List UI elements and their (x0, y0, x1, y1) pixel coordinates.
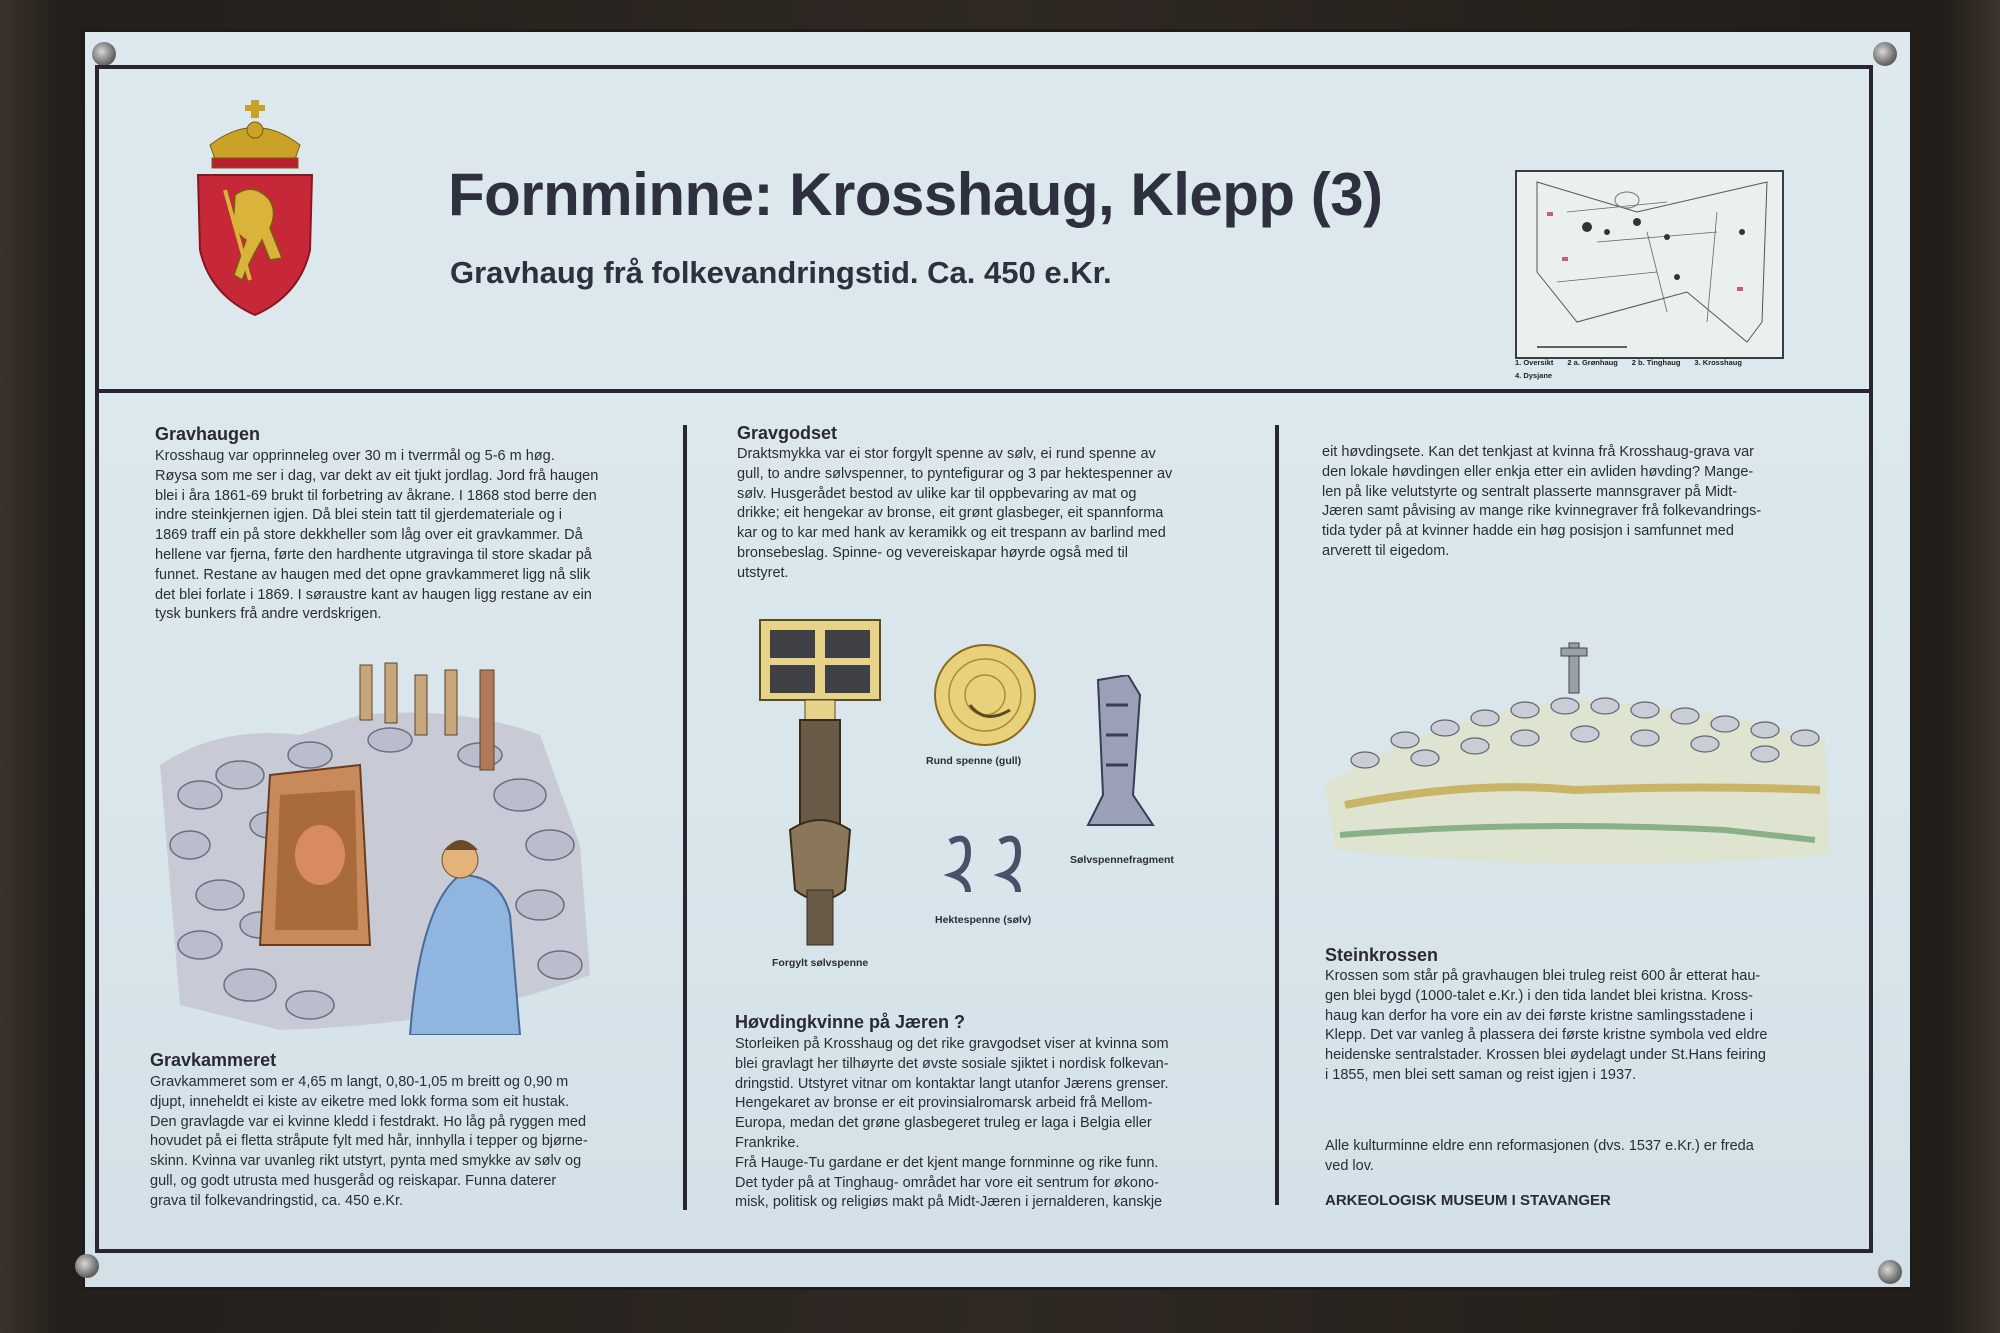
museum-credit: ARKEOLOGISK MUSEUM I STAVANGER (1325, 1192, 1611, 1209)
text-hovdingkvinne: Storleiken på Krosshaug og det rike gravgodset viser at kvinna som blei gravlagt her tilhøyrte det øvste sosiale sjiktet i nordisk folkevan- dringstid. Utstyret vitnar om kontaktar langt utanfor Jærens grenser. Hengekaret av bronse er eit provinsialromarsk arbeid frå Mellom- Europa, medan det grøne glasbegeret truleg er laga i Belgia eller Frankrike. Frå Hauge-Tu gardane er det kjent mange fornminne og rike funn. Det tyder på at Tinghaug- området har vore eit sentrum for økono- misk, politisk og religiøs makt på Midt-Jæren i jernalderen, kanskje (735, 1036, 1169, 1211)
caption-rund-spenne: Rund spenne (gull) (926, 755, 1022, 767)
text-fredning: Alle kulturminne eldre enn reformasjonen (dvs. 1537 e.Kr.) er freda ved lov. (1325, 1138, 1754, 1174)
mound-cross-illustration (1325, 640, 1830, 870)
page-title: Fornminne: Krosshaug, Klepp (3) (448, 161, 1383, 228)
brooch-fragment-illustration (1078, 675, 1158, 830)
heading-hovdingkvinne: Høvdingkvinne på Jæren ? (735, 1012, 966, 1032)
map-legend-item: 4. Dysjane (1515, 371, 1553, 380)
bolt-top-left (92, 42, 116, 66)
caption-solvspennefragment: Sølvspennefragment (1070, 854, 1174, 866)
gilded-brooch-illustration (755, 610, 885, 955)
map-legend-item: 1. Oversikt (1515, 358, 1554, 367)
bolt-bottom-right (1878, 1260, 1902, 1284)
heading-gravkammeret: Gravkammeret (150, 1050, 277, 1070)
header-divider (95, 389, 1873, 393)
text-steinkrossen: Krossen som står på gravhaugen blei truleg reist 600 år etterat hau- gen blei bygd (1000-talet e.Kr.) i den tida landet blei kristna. Kross- haug kan derfor ha vore ein av dei første kristne samlingsstadene i Klepp. Det var vanleg å plassera dei første kristne symbola ved eldre heidenske sentralstader. Krossen blei øydelagt under St.Hans feiring i 1855, men blei sett saman og reist igjen i 1937. (1325, 968, 1768, 1083)
coat-of-arms (190, 100, 320, 320)
bolt-top-right (1873, 42, 1897, 66)
column-divider-1 (683, 425, 687, 1210)
map-legend (1515, 356, 1815, 382)
text-gravgodset: Draktsmykka var ei stor forgylt spenne av sølv, ei rund spenne av gull, to andre sølvspenner, to pyntefigurar og 3 par hektespenner av sølv. Husgerådet bestod av ulike kar til oppbevaring av mat og drikke; eit hengekar av bronse, eit grønt glasbeger, eit spannforma kar og to kar med hank av keramikk og eit trespann av barlind med bronsebeslag. Spinne- og vevereiskapar høyrde også med til utstyret. (737, 446, 1173, 581)
text-hovdingsete: eit høvdingsete. Kan det tenkjast at kvinna frå Krosshaug-grava var den lokale høvdingen eller enkja etter ein avliden høvding? Mange- len på like velutstyrte og sentralt plasserte mannsgraver på Midt- Jæren samt påvising av mange rike kvinnegraver frå folkevandrings- tida tyder på at kvinner hadde ein høg posisjon i samfunnet med arverett til eigedom. (1322, 444, 1762, 559)
hook-clasp-illustration (938, 830, 1038, 900)
column-divider-2 (1275, 425, 1279, 1205)
round-brooch-illustration (930, 640, 1040, 750)
caption-forgylt: Forgylt sølvspenne (772, 957, 869, 969)
heading-steinkrossen: Steinkrossen (1325, 945, 1439, 965)
bolt-bottom-left (75, 1254, 99, 1278)
text-gravhaugen: Krosshaug var opprinneleg over 30 m i tverrmål og 5-6 m høg. Røysa som me ser i dag, var dekt av eit tjukt jordlag. Jord frå haugen blei i åra 1861-69 brukt til forbetring av åkrane. I 1868 stod berre den indre steinkjernen igjen. Då blei stein tatt til gjerdemateriale og i 1869 traff ein på store dekkheller som låg over eit gravkammer. Då hellene var fjerna, førte den hardhente utgravinga til store skadar på funnet. Restane av haugen med det opne gravkammeret ligg nå slik det blei forlate i 1869. I søraustre kant av haugen ligg restane av ein tysk bunkers frå andre verdskrigen. (155, 448, 599, 623)
page-subtitle: Gravhaug frå folkevandringstid. Ca. 450 e.Kr. (450, 255, 1112, 290)
text-gravkammeret: Gravkammeret som er 4,65 m langt, 0,80-1,05 m breitt og 0,90 m djupt, inneheldt ei kiste av eiketre med lokk forma som eit hustak. Den gravlagde var ei kvinne kledd i festdrakt. Ho låg på ryggen med hovudet på ei fletta stråpute fylt med hår, innhylla i tepper og bjørne- skinn. Kvinna var uvanleg rikt utstyrt, pynta med smykke av sølv og gull, og godt utrusta med husgeråd og reiskapar. Funna daterer grava til folkevandringstid, ca. 450 e.Kr. (150, 1074, 588, 1209)
map-legend-item: 3. Krosshaug (1694, 358, 1742, 367)
heading-gravgodset: Gravgodset (737, 423, 838, 443)
map-legend-item: 2 b. Tinghaug (1631, 358, 1681, 367)
burial-illustration (160, 645, 600, 1035)
caption-hektespenne: Hektespenne (sølv) (935, 914, 1032, 926)
site-map (1515, 170, 1784, 359)
heading-gravhaugen: Gravhaugen (155, 424, 261, 444)
map-legend-item: 2 a. Grønhaug (1567, 358, 1618, 367)
